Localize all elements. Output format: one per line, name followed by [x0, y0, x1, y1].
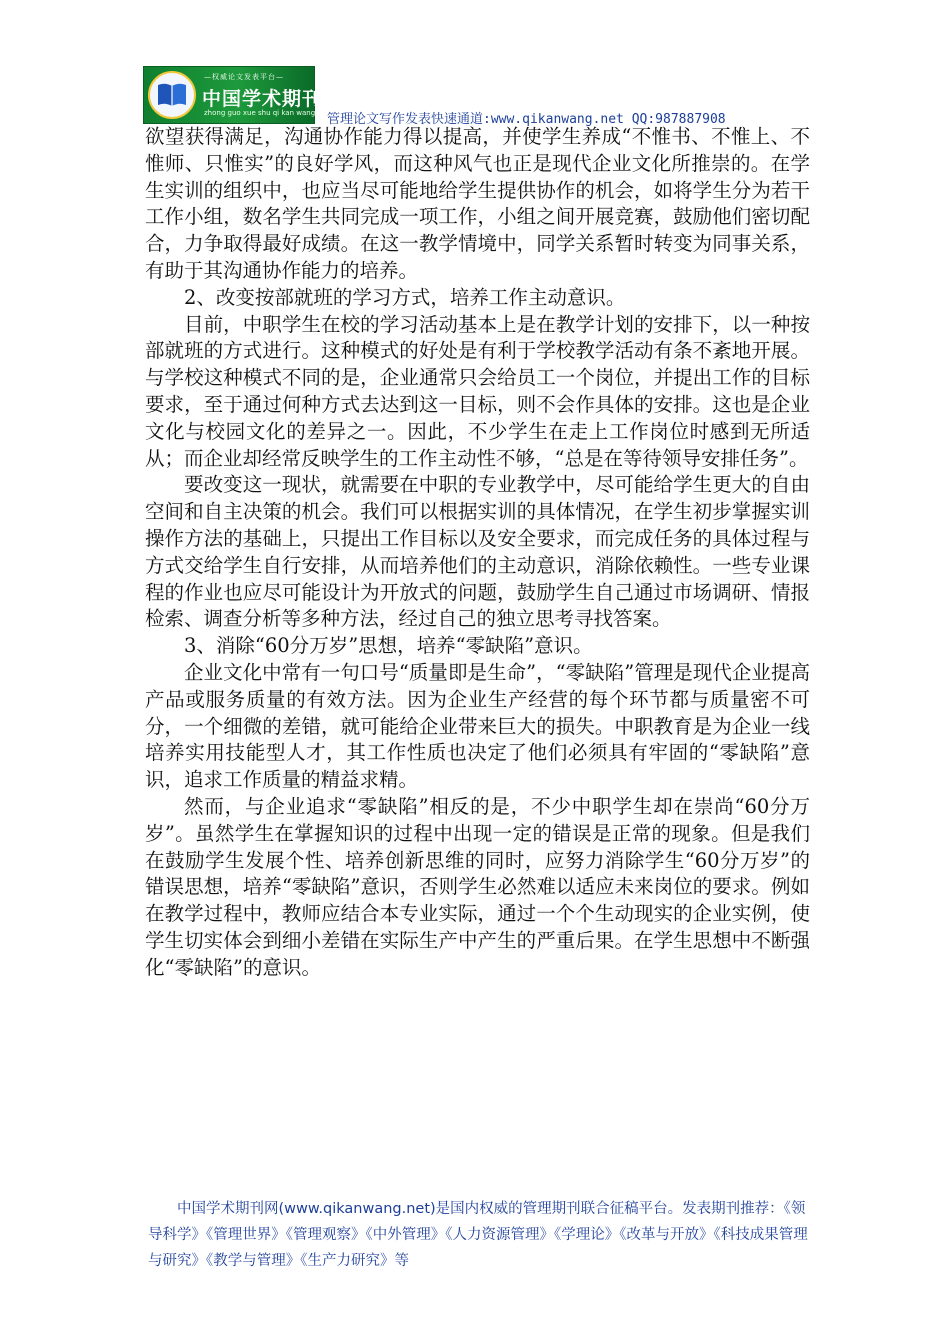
section-heading: 2、改变按部就班的学习方式，培养工作主动意识。 [184, 285, 626, 309]
footer-recommendation-text[interactable]: 中国学术期刊网(www.qikanwang.net)是国内权威的管理期刊联合征稿平台。发表期刊推荐：《领导科学》《管理世界》《管理观察》《中外管理》《人力资源管理》《学理论》《改革与开放》《科技成果管理与研究》《教学与管理》《生产力研究》等 [148, 1201, 808, 1269]
paragraph: 企业文化中常有一句口号“质量即是生命”，“零缺陷”管理是现代企业提高产品或服务质量的有效方法。因为企业生产经营的每个环节都与质量密不可分，一个细微的差错，就可能给企业带来巨大的损失。中职教育是为企业一线培养实用技能型人才，其工作性质也决定了他们必须具有牢固的“零缺陷”意识，追求工作质量的精益求精。 [145, 660, 810, 792]
paragraph: 要改变这一现状，就需要在中职的专业教学中，尽可能给学生更大的自由空间和自主决策的机会。我们可以根据实训的具体情况，在学生初步掌握实训操作方法的基础上，只提出工作目标以及安全要求，而完成任务的具体过程与方式交给学生自行安排，从而培养他们的主动意识，消除依赖性。一些专业课程的作业也应尽可能设计为开放式的问题，鼓励学生自己通过市场调研、情报检索、调查分析等多种方法，经过自己的独立思考寻找答案。 [145, 473, 810, 631]
page-footer [148, 1196, 818, 1274]
header-submission-link[interactable]: 管理论文写作发表快速通道:www.qikanwang.net QQ:987887908 [327, 112, 726, 127]
logo-tagline: —权威论文发表平台— [204, 73, 284, 81]
article-body [145, 124, 810, 982]
site-logo[interactable] [143, 66, 343, 124]
page-header [143, 66, 823, 126]
logo-title: 中国学术期刊网 [202, 88, 343, 110]
paragraph: 欲望获得满足，沟通协作能力得以提高，并使学生养成“不惟书、不惟上、不惟师、只惟实”的良好学风，而这种风气也正是现代企业文化所推崇的。在学生实训的组织中，也应当尽可能地给学生提供协作的机会，如将学生分为若干工作小组，数名学生共同完成一项工作，小组之间开展竞赛，鼓励他们密切配合，力争取得最好成绩。在这一教学情境中，同学关系暂时转变为同事关系，有助于其沟通协作能力的培养。 [145, 125, 810, 282]
paragraph: 然而，与企业追求“零缺陷”相反的是，不少中职学生却在崇尚“60分万岁”。虽然学生在掌握知识的过程中出现一定的错误是正常的现象。但是我们在鼓励学生发展个性、培养创新思维的同时，应努力消除学生“60分万岁”的错误思想，培养“零缺陷”意识，否则学生必然难以适应未来岗位的要求。例如在教学过程中，教师应结合本专业实际，通过一个个生动现实的企业实例，使学生切实体会到细小差错在实际生产中产生的严重后果。在学生思想中不断强化“零缺陷”的意识。 [145, 794, 810, 979]
section-heading: 3、消除“60分万岁”思想，培养“零缺陷”意识。 [184, 634, 593, 658]
paragraph: 目前，中职学生在校的学习活动基本上是在教学计划的安排下，以一种按部就班的方式进行。这种模式的好处是有利于学校教学活动有条不紊地开展。与学校这种模式不同的是，企业通常只会给员工一个岗位，并提出工作的目标要求，至于通过何种方式去达到这一目标，则不会作具体的安排。这也是企业文化与校园文化的差异之一。因此，不少学生在走上工作岗位时感到无所适从；而企业却经常反映学生的工作主动性不够，“总是在等待领导安排任务”。 [145, 312, 810, 470]
book-emblem-icon [148, 71, 196, 119]
open-book-icon [156, 81, 188, 109]
logo-pinyin: zhong guo xue shu qi kan wang [204, 109, 316, 117]
